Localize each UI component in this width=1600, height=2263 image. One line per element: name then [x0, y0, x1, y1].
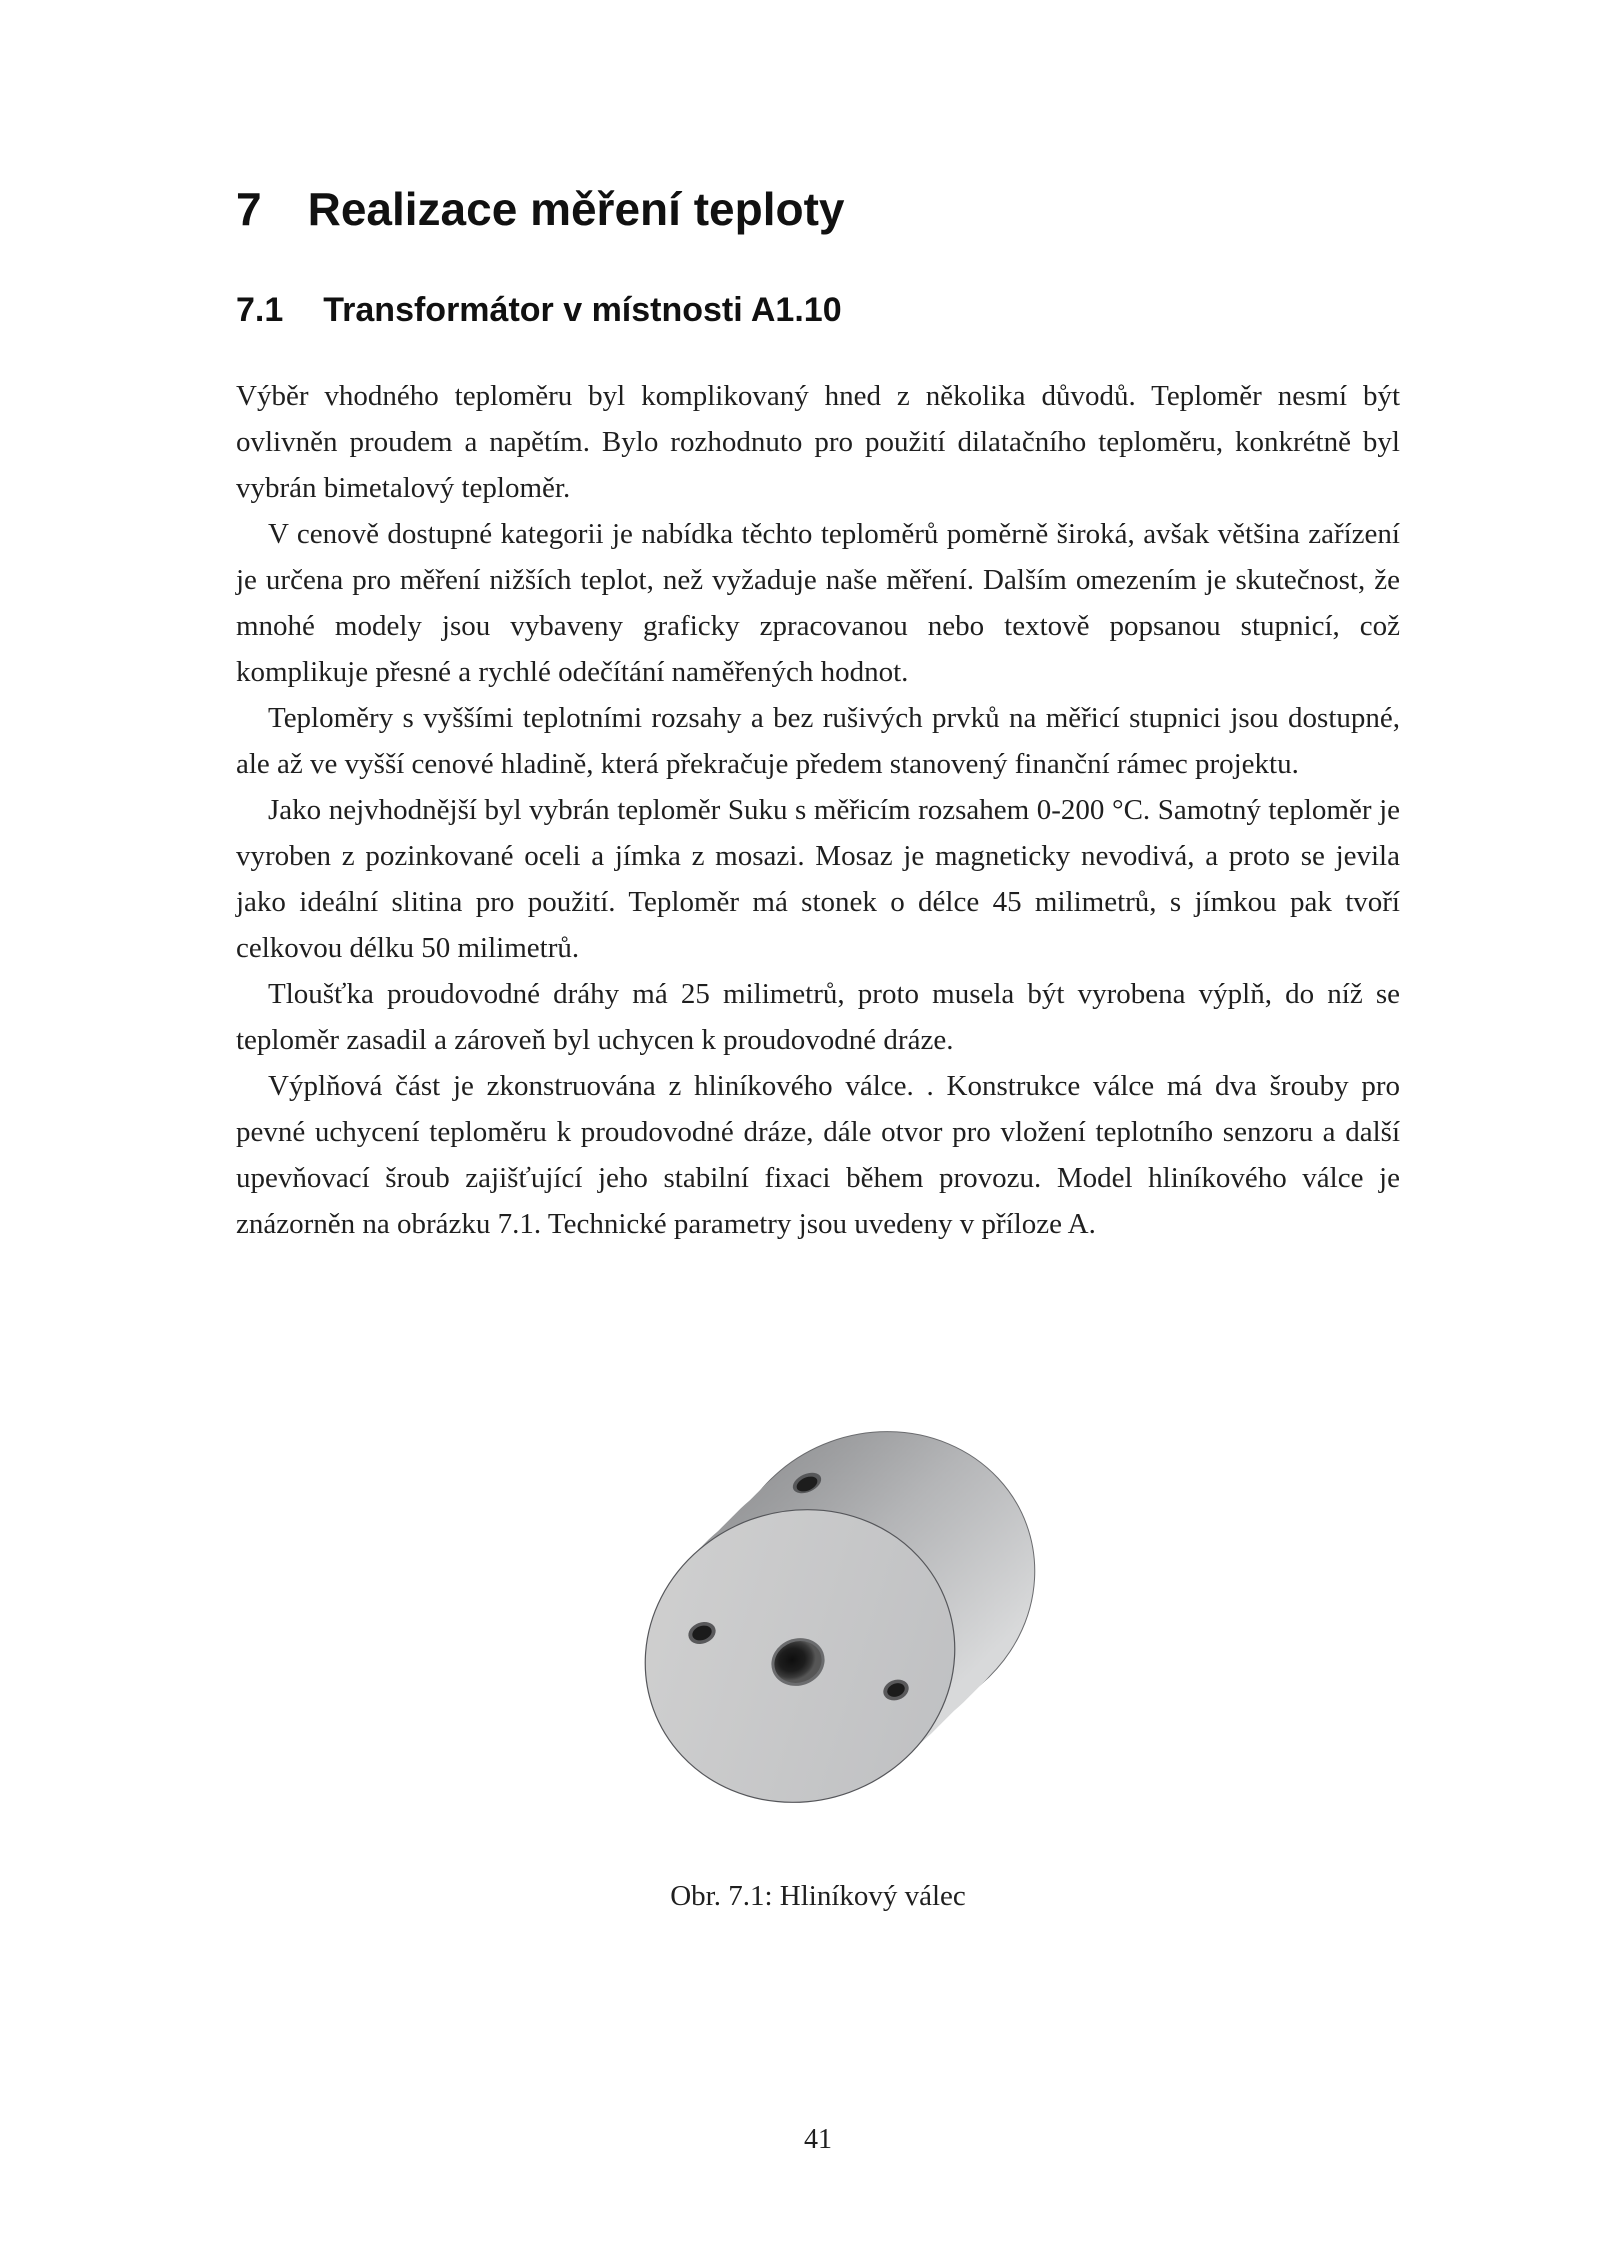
body-paragraph: Teploměry s vyššími teplotními rozsahy a bez rušivých prvků na měřicí stupnici jsou dostupné, ale až ve vyšší cenové hladině, která překračuje předem stanovený finanční rámec projektu. — [236, 702, 1400, 780]
section-number: 7 — [236, 183, 262, 235]
cylinder-3d-render — [640, 1428, 1040, 1828]
subsection-heading — [236, 291, 1400, 329]
body-paragraph: Výběr vhodného teploměru byl komplikovaný hned z několika důvodů. Teploměr nesmí být ovlivněn proudem a napětím. Bylo rozhodnuto pro použití dilatačního teploměru, konkrétně byl vybrán bimetalový teploměr. — [236, 380, 1400, 504]
body-paragraph: Výplňová část je zkonstruována z hliníkového válce. . Konstrukce válce má dva šrouby pro pevné uchycení teploměru k proudovodné dráze, dále otvor pro vložení teplotního senzoru a další upevňovací šroub zajišťující jeho stabilní fixaci během provozu. Model hliníkového válce je znázorněn na obrázku 7.1. Technické parametry jsou uvedeny v příloze A. — [236, 1070, 1400, 1240]
body-paragraph: Jako nejvhodnější byl vybrán teploměr Suku s měřicím rozsahem 0-200 °C. Samotný teploměr je vyroben z pozinkované oceli a jímka z mosazi. Mosaz je magneticky nevodivá, a proto se jevila jako ideální slitina pro použití. Teploměr má stonek o délce 45 milimetrů, s jímkou pak tvoří celkovou délku 50 milimetrů. — [236, 794, 1400, 964]
subsection-title: Transformátor v místnosti A1.10 — [323, 291, 842, 329]
body-text — [236, 373, 1400, 1247]
page-number: 41 — [804, 2124, 832, 2155]
subsection-number: 7.1 — [236, 291, 284, 329]
section-heading — [236, 185, 1400, 233]
body-paragraph: Tloušťka proudovodné dráhy má 25 milimetrů, proto musela být vyrobena výplň, do níž se teploměr zasadil a zároveň byl uchycen k proudovodné dráze. — [236, 978, 1400, 1056]
aluminium-cylinder-figure — [640, 1428, 1040, 1828]
body-paragraph: V cenově dostupné kategorii je nabídka těchto teploměrů poměrně široká, avšak většina zařízení je určena pro měření nižších teplot, než vyžaduje naše měření. Dalším omezením je skutečnost, že mnohé modely jsou vybaveny graficky zpracovanou nebo textově popsanou stupnicí, což komplikuje přesné a rychlé odečítání naměřených hodnot. — [236, 518, 1400, 688]
figure-caption: Obr. 7.1: Hliníkový válec — [670, 1880, 966, 1912]
section-title: Realizace měření teploty — [307, 183, 845, 235]
